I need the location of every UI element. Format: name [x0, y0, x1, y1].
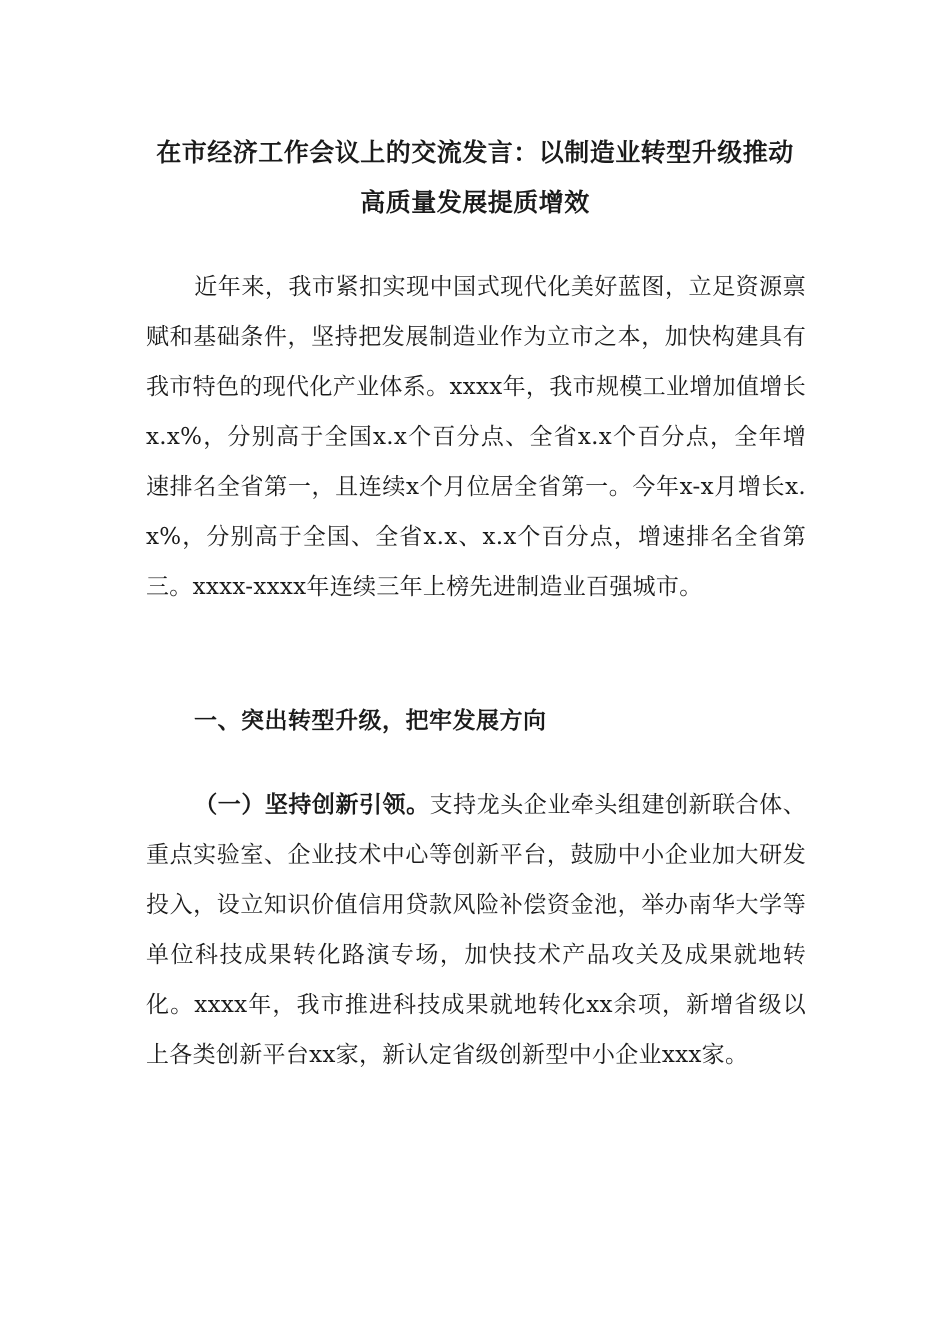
section-1-heading: 一、突出转型升级，把牢发展方向 — [194, 708, 547, 734]
subsection-1-lead: （一）坚持创新引领。 — [194, 792, 430, 818]
title-line-1: 在市经济工作会议上的交流发言：以制造业转型升级推动 — [156, 138, 794, 167]
intro-paragraph — [146, 262, 806, 612]
title-line-2: 高质量发展提质增效 — [360, 188, 590, 217]
subsection-1-paragraph — [146, 780, 806, 1080]
intro-paragraph-text: 近年来，我市紧扣实现中国式现代化美好蓝图，立足资源禀赋和基础条件，坚持把发展制造业作为立市之本，加快构建具有我市特色的现代化产业体系。xxxx年，我市规模工业增加值增长x.x%，分别高于全国x.x个百分点、全省x.x个百分点，全年增速排名全省第一，且连续x个月位居全省第一。今年x-x月增长x.x%，分别高于全国、全省x.x、x.x个百分点，增速排名全省第三。xxxx-xxxx年连续三年上榜先进制造业百强城市。 — [146, 274, 806, 600]
document-title — [120, 128, 830, 228]
subsection-1-body: 支持龙头企业牵头组建创新联合体、重点实验室、企业技术中心等创新平台，鼓励中小企业加大研发投入，设立知识价值信用贷款风险补偿资金池，举办南华大学等单位科技成果转化路演专场，加快技术产品攻关及成果就地转化。xxxx年，我市推进科技成果就地转化xx余项，新增省级以上各类创新平台xx家，新认定省级创新型中小企业xxx家。 — [146, 792, 806, 1068]
